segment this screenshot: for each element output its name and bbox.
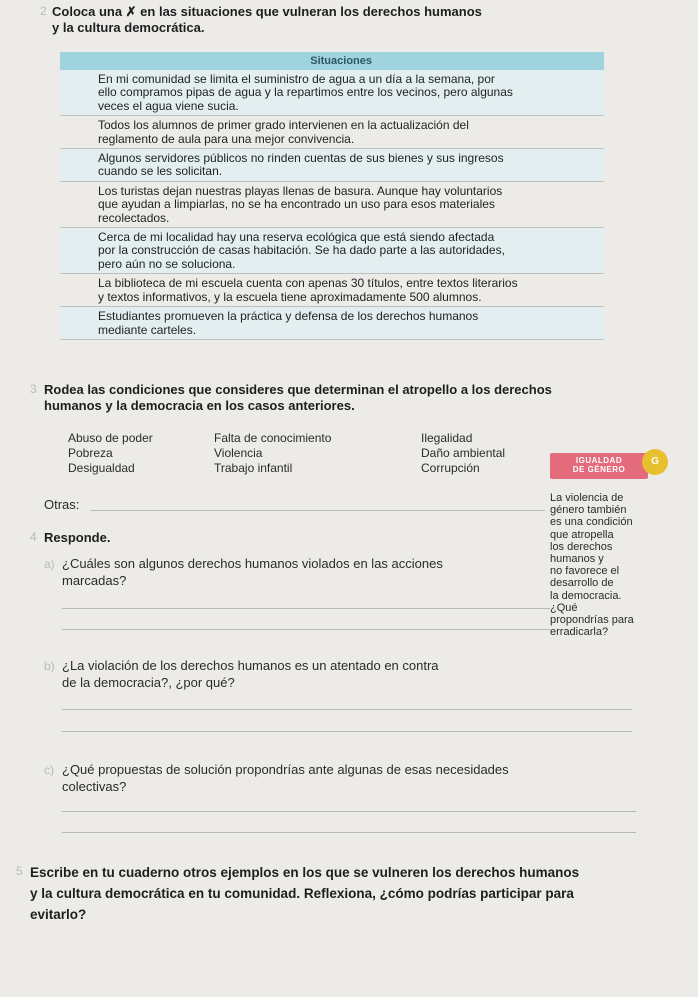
situations-table — [60, 52, 604, 340]
table-header: Situaciones — [60, 52, 604, 70]
answer-line-4b-1[interactable] — [62, 709, 632, 710]
gender-equality-icon: G — [642, 449, 668, 475]
condition-falta-de-conocimiento[interactable]: Falta de conocimiento — [214, 431, 332, 445]
otras-answer-line[interactable] — [90, 510, 545, 511]
answer-line-4a-1[interactable] — [62, 608, 550, 609]
question-2-title — [52, 4, 652, 36]
situation-text-line: La biblioteca de mi escuela cuenta con apenas 30 títulos, entre textos literarios — [98, 276, 518, 291]
note-line: que atropella — [550, 528, 614, 541]
note-line: propondrías para — [550, 614, 634, 627]
question-number-5: 5 — [16, 864, 23, 878]
situation-text-line: cuando se les solicitan. — [98, 164, 223, 179]
table-row[interactable] — [60, 228, 604, 274]
note-line: humanos y — [550, 553, 604, 566]
question-5-line1: Escribe en tu cuaderno otros ejemplos en los que se vulneren los derechos humanos — [30, 865, 580, 880]
situation-text-line: ello compramos pipas de agua y la repartimos entre los vecinos, pero algunas — [98, 85, 513, 100]
question-number-4: 4 — [30, 530, 37, 544]
question-5-line3: evitarlo? — [30, 907, 87, 922]
question-4a-line2: marcadas? — [62, 573, 127, 588]
question-2-title-line2: y la cultura democrática. — [52, 20, 205, 35]
question-5-line2: y la cultura democrática en tu comunidad. Reflexiona, ¿cómo podrías participar para — [30, 886, 574, 901]
situation-text-line: y textos informativos, y la escuela tiene aproximadamente 500 alumnos. — [98, 289, 482, 304]
note-line: género también — [550, 504, 627, 517]
condition-pobreza[interactable]: Pobreza — [68, 446, 113, 460]
answer-line-4a-2[interactable] — [62, 629, 550, 630]
situation-text-line: recolectados. — [98, 210, 170, 225]
table-row[interactable] — [60, 149, 604, 182]
question-2-title-line1: Coloca una ✗ en las situaciones que vulneran los derechos humanos — [52, 4, 482, 19]
condition-desigualdad[interactable]: Desigualdad — [68, 461, 135, 475]
note-line: la democracia. — [550, 589, 622, 602]
note-line: erradicarla? — [550, 626, 609, 639]
table-row[interactable] — [60, 274, 604, 307]
situation-text-line: Algunos servidores públicos no rinden cuentas de sus bienes y sus ingresos — [98, 151, 504, 166]
gender-violence-note — [550, 492, 690, 638]
question-3-title-line2: humanos y la democracia en los casos anteriores. — [44, 398, 355, 413]
table-row[interactable] — [60, 182, 604, 228]
situation-text-line: mediante carteles. — [98, 322, 197, 337]
answer-line-4c-1[interactable] — [62, 811, 636, 812]
table-row[interactable] — [60, 116, 604, 149]
condition-dano-ambiental[interactable]: Daño ambiental — [421, 446, 506, 460]
otras-label: Otras: — [44, 497, 80, 512]
question-4c-line1: ¿Qué propuestas de solución propondrías ante algunas de esas necesidades — [62, 762, 509, 777]
question-4-title: Responde. — [44, 530, 111, 545]
question-4a-text — [62, 555, 542, 589]
condition-corrupcion[interactable]: Corrupción — [421, 461, 480, 475]
question-3-title-line1: Rodea las condiciones que consideres que determinan el atropello a los derechos — [44, 382, 552, 397]
badge-line1: IGUALDAD — [575, 456, 623, 465]
situation-text-line: que ayudan a limpiarlas, no se ha encontrado un uso para esos materiales — [98, 197, 495, 212]
situation-text-line: veces el agua viene sucia. — [98, 98, 239, 113]
note-line: desarrollo de — [550, 577, 614, 590]
condition-ilegalidad[interactable]: Ilegalidad — [421, 431, 473, 445]
note-line: los derechos — [550, 540, 613, 553]
question-4c-text — [62, 761, 682, 795]
question-4a-line1: ¿Cuáles son algunos derechos humanos violados en las acciones — [62, 556, 443, 571]
question-4b-letter: b) — [44, 659, 55, 673]
question-number-3: 3 — [30, 382, 37, 396]
condition-trabajo-infantil[interactable]: Trabajo infantil — [214, 461, 293, 475]
situation-text-line: Cerca de mi localidad hay una reserva ecológica que está siendo afectada — [98, 230, 495, 245]
question-3-title — [44, 382, 644, 414]
situation-text-line: En mi comunidad se limita el suministro de agua a un día a la semana, por — [98, 72, 495, 86]
table-row[interactable] — [60, 307, 604, 340]
gender-equality-badge — [550, 453, 648, 479]
question-4b-text — [62, 657, 662, 691]
note-line: no favorece el — [550, 565, 620, 578]
note-line: ¿Qué — [550, 601, 578, 614]
condition-violencia[interactable]: Violencia — [214, 446, 263, 460]
question-4b-line1: ¿La violación de los derechos humanos es un atentado en contra — [62, 658, 439, 673]
answer-line-4b-2[interactable] — [62, 731, 632, 732]
table-row[interactable] — [60, 70, 604, 116]
condition-abuso-de-poder[interactable]: Abuso de poder — [68, 431, 153, 445]
situation-text-line: reglamento de aula para una mejor convivencia. — [98, 131, 355, 146]
question-4c-letter: c) — [44, 763, 54, 777]
answer-line-4c-2[interactable] — [62, 832, 636, 833]
situation-text-line: por la construcción de casas habitación. Se ha dado parte a las autoridades, — [98, 243, 505, 258]
note-line: es una condición — [550, 516, 633, 529]
question-5-text — [30, 862, 690, 925]
situation-text-line: pero aún no se soluciona. — [98, 256, 236, 271]
note-line: La violencia de — [550, 492, 624, 504]
question-4c-line2: colectivas? — [62, 779, 127, 794]
question-number-2: 2 — [40, 4, 47, 18]
situation-text-line: Todos los alumnos de primer grado intervienen en la actualización del — [98, 118, 469, 133]
badge-line2: DE GÉNERO — [572, 465, 626, 474]
situation-text-line: Los turistas dejan nuestras playas llenas de basura. Aunque hay voluntarios — [98, 183, 503, 198]
question-4b-line2: de la democracia?, ¿por qué? — [62, 675, 235, 690]
situation-text-line: Estudiantes promueven la práctica y defensa de los derechos humanos — [98, 309, 479, 324]
question-4a-letter: a) — [44, 557, 55, 571]
